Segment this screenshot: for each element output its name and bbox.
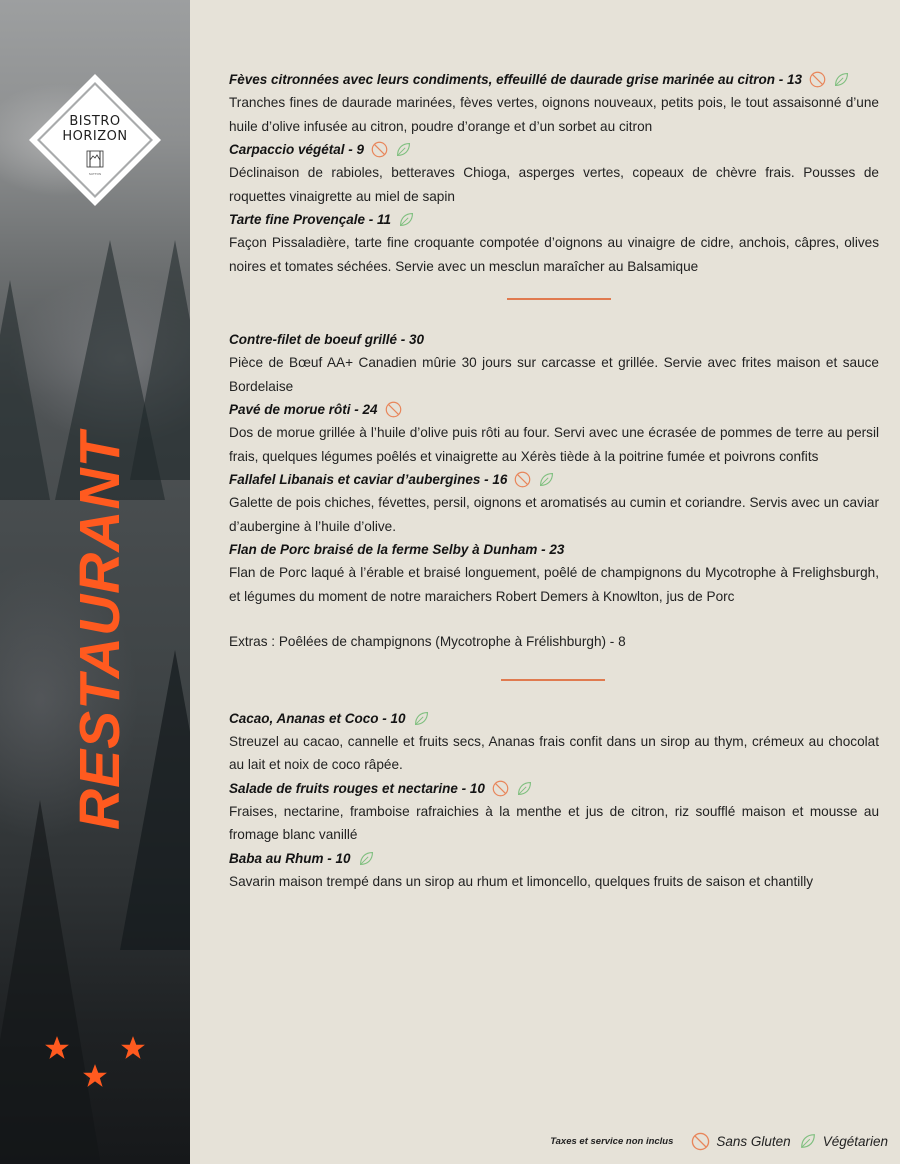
- extras-line: Extras : Poêlées de champignons (Mycotrophe à Frélishburgh) - 8: [229, 634, 626, 649]
- gluten-free-icon: [514, 471, 531, 488]
- tree-silhouette: [0, 800, 100, 1160]
- gluten-free-icon: [371, 141, 388, 158]
- dish-description: Flan de Porc laqué à l’érable et braisé longuement, poêlé de champignons du Mycotrophe à Frelighsburgh, et légumes du moment de notre maraichers Robert Demers à Knowlton, jus de Porc: [229, 565, 879, 604]
- vegetarian-leaf-icon: [395, 141, 412, 158]
- dish-name: Carpaccio végétal - 9: [229, 138, 879, 161]
- dish-description: Pièce de Bœuf AA+ Canadien mûrie 30 jours sur carcasse et grillée. Servie avec frites maison et sauce Bordelaise: [229, 355, 879, 394]
- menu-item: [229, 328, 879, 398]
- dish-description: Streuzel au cacao, cannelle et fruits secs, Ananas frais confit dans un sirop au thym, crémeux au chocolat au lait et noix de coco râpée.: [229, 733, 879, 772]
- menu-item: [229, 468, 879, 538]
- menu-item: [229, 208, 879, 278]
- dish-description: Galette de pois chiches, févettes, persil, oignons et aromatisés au cumin et coriandre. Servis avec un caviar d’aubergine à l’huile d’olive.: [229, 495, 879, 534]
- logo-line-2: HORIZON: [62, 129, 128, 144]
- vegetarian-leaf-icon: [833, 71, 850, 88]
- menu-item: [229, 538, 879, 608]
- menu-item: [229, 847, 879, 894]
- logo-mountain-gate-icon: [86, 150, 104, 168]
- sidebar-forest-image: [0, 0, 190, 1164]
- dish-name: Fèves citronnées avec leurs condiments, effeuillé de daurade grise marinée au citron - 13: [229, 68, 879, 91]
- dish-name: Salade de fruits rouges et nectarine - 10: [229, 777, 879, 800]
- logo-line-1: BISTRO: [69, 114, 121, 129]
- gluten-free-icon: [809, 71, 826, 88]
- section-plats: [229, 328, 879, 654]
- gluten-free-icon: [385, 401, 402, 418]
- dish-name: Pavé de morue rôti - 24: [229, 398, 879, 421]
- star-icon: [120, 1035, 146, 1061]
- vegetarian-leaf-icon: [538, 471, 555, 488]
- vegetarian-leaf-icon: [358, 850, 375, 867]
- dish-description: Déclinaison de rabioles, betteraves Chioga, asperges vertes, copeaux de chèvre frais. Pousses de roquettes vinaigrette au miel de sapin: [229, 165, 879, 204]
- menu-item: [229, 707, 879, 777]
- menu-item: [229, 138, 879, 208]
- dish-name: Contre-filet de boeuf grillé - 30: [229, 332, 425, 347]
- dish-name: Baba au Rhum - 10: [229, 847, 879, 870]
- dish-description: Savarin maison trempé dans un sirop au rhum et limoncello, quelques fruits de saison et chantilly: [229, 873, 814, 889]
- menu-content: [229, 68, 879, 893]
- menu-item: [229, 777, 879, 847]
- section-desserts: [229, 707, 879, 894]
- dish-name: Tarte fine Provençale - 11: [229, 208, 879, 231]
- dish-name: Cacao, Ananas et Coco - 10: [229, 707, 879, 730]
- logo-subtitle: SUTTON: [88, 172, 102, 176]
- dish-description: Façon Pissaladière, tarte fine croquante compotée d’oignons au vinaigre de cidre, anchois, câpres, olives noires et tomates séchées. Servie avec un mesclun maraîcher au Balsamique: [229, 235, 879, 274]
- logo: [29, 74, 161, 206]
- footer-legend: [550, 1131, 888, 1151]
- vegetarian-legend-label: Végétarien: [822, 1133, 888, 1149]
- dish-name: Flan de Porc braisé de la ferme Selby à Dunham - 23: [229, 542, 565, 557]
- vegetarian-leaf-icon: [413, 710, 430, 727]
- star-icon: [44, 1035, 70, 1061]
- dish-description: Dos de morue grillée à l’huile d’olive puis rôti au four. Servi avec une écrasée de pommes de terre au persil frais, quelques légumes poêlés et vinaigrette au Xérès tiède à la poitrine fumée et poivrons confits: [229, 425, 879, 464]
- menu-item: [229, 68, 879, 138]
- logo-text: [29, 114, 161, 144]
- gluten-free-icon: [691, 1132, 710, 1151]
- gluten-free-legend-label: Sans Gluten: [716, 1133, 791, 1149]
- tree-silhouette: [0, 280, 50, 500]
- section-entrees: [229, 68, 879, 278]
- vegetarian-leaf-icon: [799, 1132, 817, 1150]
- vegetarian-leaf-icon: [398, 211, 415, 228]
- gluten-free-icon: [492, 780, 509, 797]
- dish-name: Fallafel Libanais et caviar d’aubergines - 16: [229, 468, 879, 491]
- vegetarian-leaf-icon: [516, 780, 533, 797]
- tree-silhouette: [130, 240, 190, 480]
- dish-description: Fraises, nectarine, framboise rafraichies à la menthe et jus de citron, riz soufflé maison et mousse au fromage blanc vanillé: [229, 803, 879, 842]
- star-icon: [82, 1063, 108, 1089]
- dish-description: Tranches fines de daurade marinées, fèves vertes, oignons nouveaux, petits pois, le tout assaisonné d’une huile d’olive infusée au citron, poudre d’orange et d’un sorbet au citron: [229, 95, 879, 134]
- menu-item: [229, 398, 879, 468]
- star-rating: [40, 1035, 160, 1095]
- restaurant-vertical-title: RESTAURANT: [68, 431, 132, 830]
- taxes-note: Taxes et service non inclus: [550, 1135, 674, 1147]
